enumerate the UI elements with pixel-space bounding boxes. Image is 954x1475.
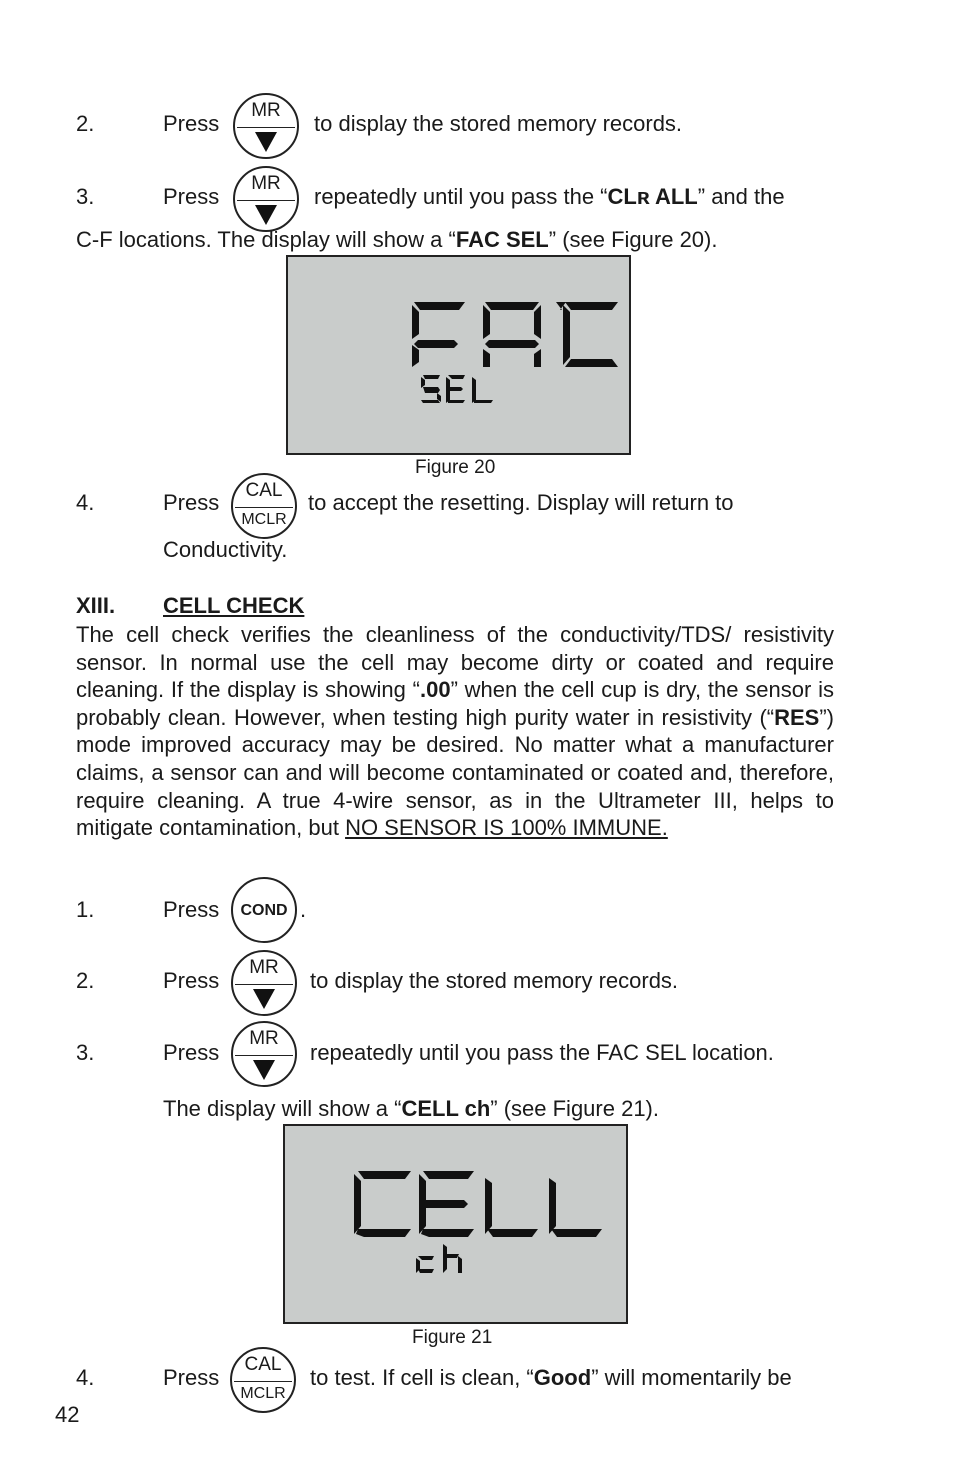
- page-number: 42: [55, 1402, 80, 1427]
- down-arrow-icon: [253, 1060, 275, 1080]
- press-label: Press: [163, 111, 220, 136]
- press-label: Press: [163, 1040, 220, 1065]
- mclr-label: MCLR: [241, 511, 287, 528]
- step-number: 1.: [76, 897, 95, 922]
- step-text-continued: The display will show a “CELL ch” (see Figure 21).: [163, 1096, 659, 1121]
- step-text: to test. If cell is clean, “Good” will momentarily be: [310, 1365, 792, 1390]
- section-title: CELL CHECK: [163, 593, 305, 618]
- figure-caption: Figure 21: [412, 1327, 493, 1348]
- down-arrow-icon: [255, 205, 277, 225]
- cal-label: CAL: [245, 480, 283, 501]
- step-text: to accept the resetting. Display will return to: [308, 490, 734, 515]
- step-text: repeatedly until you pass the “CLʀ ALL” and the: [314, 184, 785, 209]
- press-label: Press: [163, 490, 220, 515]
- step-text-continued: C-F locations. The display will show a “FAC SEL” (see Figure 20).: [76, 227, 718, 252]
- cal-mclr-button: [231, 473, 297, 539]
- step-number: 3.: [76, 184, 95, 209]
- cond-button: [231, 877, 297, 943]
- down-arrow-icon: [255, 132, 277, 152]
- step-number: 4.: [76, 490, 95, 515]
- mclr-label: MCLR: [240, 1385, 286, 1402]
- lcd-segments: [288, 257, 628, 452]
- mr-down-button: [231, 1021, 297, 1087]
- mr-down-button: [233, 166, 299, 232]
- mr-down-button: [233, 93, 299, 159]
- press-label: Press: [163, 184, 220, 209]
- down-arrow-icon: [253, 989, 275, 1009]
- mr-label: MR: [249, 1028, 279, 1049]
- lcd-display-fac-sel: [286, 255, 631, 455]
- step-text: repeatedly until you pass the FAC SEL location.: [310, 1040, 774, 1065]
- lcd-segments: [285, 1126, 625, 1321]
- immune-notice: NO SENSOR IS 100% IMMUNE.: [345, 815, 668, 841]
- step-number: 4.: [76, 1365, 95, 1390]
- cal-mclr-button: [230, 1347, 296, 1413]
- figure-caption: Figure 20: [415, 457, 496, 478]
- step-text: to display the stored memory records.: [314, 111, 683, 136]
- step-text: to display the stored memory records.: [310, 968, 679, 993]
- press-label: Press: [163, 968, 220, 993]
- step-number: 2.: [76, 111, 95, 136]
- step-number: 2.: [76, 968, 95, 993]
- step-number: 3.: [76, 1040, 95, 1065]
- cond-label: COND: [240, 902, 288, 919]
- press-label: Press: [163, 1365, 220, 1390]
- step-text-continued: Conductivity.: [163, 537, 288, 562]
- press-label: Press: [163, 897, 220, 922]
- section-paragraph: The cell check verifies the cleanliness of the conductivity/TDS/ resistivity sensor. In normal use the cell may become dirty or coated and require cleaning. If the display is showing “.00” when the cell cup is dry, the sensor is probably clean. However, when testing high purity water in resistivity (“RES”) mode improved accuracy may be desired. No matter what a manufacturer claims, a sensor can and will become contaminated or coated and, therefore, require cleaning. A true 4-wire sensor, as in the Ultrameter III, helps to mitigate contamination, but NO SENSOR IS 100% IMMUNE.: [76, 622, 834, 841]
- cal-label: CAL: [244, 1354, 282, 1375]
- mr-label: MR: [251, 100, 281, 121]
- lcd-display-cell-ch: [283, 1124, 628, 1324]
- section-number: XIII.: [76, 593, 116, 618]
- step-text: .: [300, 897, 307, 922]
- mr-label: MR: [249, 957, 279, 978]
- mr-down-button: [231, 950, 297, 1016]
- mr-label: MR: [251, 173, 281, 194]
